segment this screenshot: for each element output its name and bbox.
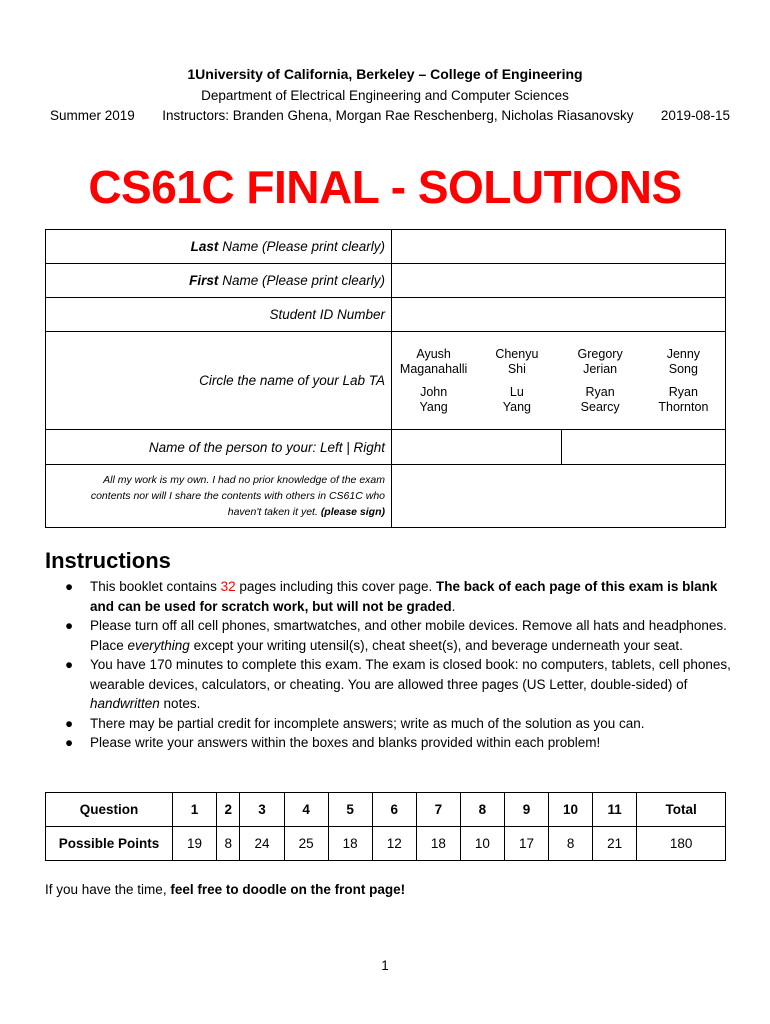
ta-option[interactable]: Jenny Song xyxy=(666,346,701,376)
points-value: 25 xyxy=(284,827,328,861)
question-number: 8 xyxy=(460,793,504,827)
left-neighbor-field[interactable] xyxy=(392,430,562,465)
question-number: 2 xyxy=(217,793,240,827)
points-value: 21 xyxy=(593,827,637,861)
student-id-label: Student ID Number xyxy=(46,298,392,332)
university-header: 1University of California, Berkeley – College of Engineering xyxy=(187,66,583,82)
neighbors-label: Name of the person to your: Left | Right xyxy=(46,430,392,465)
last-name-label: Last Name (Please print clearly) xyxy=(46,230,392,264)
question-number: 6 xyxy=(372,793,416,827)
question-number: 9 xyxy=(504,793,548,827)
question-number: 5 xyxy=(328,793,372,827)
ta-option[interactable]: Chenyu Shi xyxy=(495,346,539,376)
instructors: Instructors: Branden Ghena, Morgan Rae Reschenberg, Nicholas Riasanovsky xyxy=(162,108,634,123)
list-item: ● Please write your answers within the boxes and blanks provided within each problem! xyxy=(65,735,601,750)
points-header: Possible Points xyxy=(46,827,173,861)
points-value: 18 xyxy=(328,827,372,861)
ta-option[interactable]: John Yang xyxy=(419,384,448,414)
ta-option[interactable]: Ayush Maganahalli xyxy=(399,346,468,376)
right-neighbor-field[interactable] xyxy=(562,430,726,465)
term: Summer 2019 xyxy=(50,108,135,123)
course-info-line xyxy=(50,108,730,123)
ta-option[interactable]: Ryan Searcy xyxy=(580,384,620,414)
student-id-field[interactable] xyxy=(392,298,726,332)
exam-title: CS61C FINAL - SOLUTIONS xyxy=(88,161,682,213)
page-count: 32 xyxy=(220,579,236,594)
question-number: 4 xyxy=(284,793,328,827)
question-number: 10 xyxy=(549,793,593,827)
points-value: 8 xyxy=(217,827,240,861)
points-value: 24 xyxy=(240,827,284,861)
department-header: Department of Electrical Engineering and Computer Sciences xyxy=(201,88,569,103)
question-number: 1 xyxy=(173,793,217,827)
list-item: ● You have 170 minutes to complete this exam. The exam is closed book: no computers, tablets, cell phones, wearable devices, calculators, or cheating. You are allowed three pages (US Letter, double-sided) of handwritten notes. xyxy=(65,657,731,711)
points-value: 19 xyxy=(173,827,217,861)
first-name-field[interactable] xyxy=(392,264,726,298)
instructions-list xyxy=(45,577,735,753)
lab-ta-options xyxy=(392,332,726,430)
total-header: Total xyxy=(637,793,726,827)
list-item: ● Please turn off all cell phones, smartwatches, and other mobile devices. Remove all hats and headphones. Place everything except your writing utensil(s), cheat sheet(s), and beverage underneath your seat. xyxy=(65,618,727,653)
exam-date: 2019-08-15 xyxy=(660,108,730,123)
points-row xyxy=(46,827,726,861)
question-row xyxy=(46,793,726,827)
question-number: 7 xyxy=(416,793,460,827)
signature-field[interactable] xyxy=(392,465,726,528)
lab-ta-label: Circle the name of your Lab TA xyxy=(46,332,392,430)
points-value: 17 xyxy=(504,827,548,861)
last-name-field[interactable] xyxy=(392,230,726,264)
total-points: 180 xyxy=(637,827,726,861)
first-name-label: First Name (Please print clearly) xyxy=(46,264,392,298)
page-number: 1 xyxy=(381,958,389,973)
instructions-heading: Instructions xyxy=(45,548,171,573)
student-info-form xyxy=(45,229,726,528)
points-table xyxy=(45,792,726,861)
question-number: 3 xyxy=(240,793,284,827)
doodle-note: If you have the time, feel free to doodle on the front page! xyxy=(45,882,406,897)
list-item: ● This booklet contains 32 pages including this cover page. The back of each page of this exam is blank and can be used for scratch work, but will not be graded. xyxy=(65,579,718,614)
honor-statement: All my work is my own. I had no prior knowledge of the exam contents nor will I share the contents with others in CS61C who haven't taken it yet. (please sign) xyxy=(46,465,392,528)
ta-option[interactable]: Lu Yang xyxy=(502,384,531,414)
ta-option[interactable]: Gregory Jerian xyxy=(577,346,623,376)
list-item: ● There may be partial credit for incomplete answers; write as much of the solution as you can. xyxy=(65,715,645,731)
points-value: 10 xyxy=(460,827,504,861)
ta-option[interactable]: Ryan Thornton xyxy=(658,384,709,414)
points-value: 18 xyxy=(416,827,460,861)
points-value: 8 xyxy=(549,827,593,861)
points-value: 12 xyxy=(372,827,416,861)
question-header: Question xyxy=(46,793,173,827)
question-number: 11 xyxy=(593,793,637,827)
